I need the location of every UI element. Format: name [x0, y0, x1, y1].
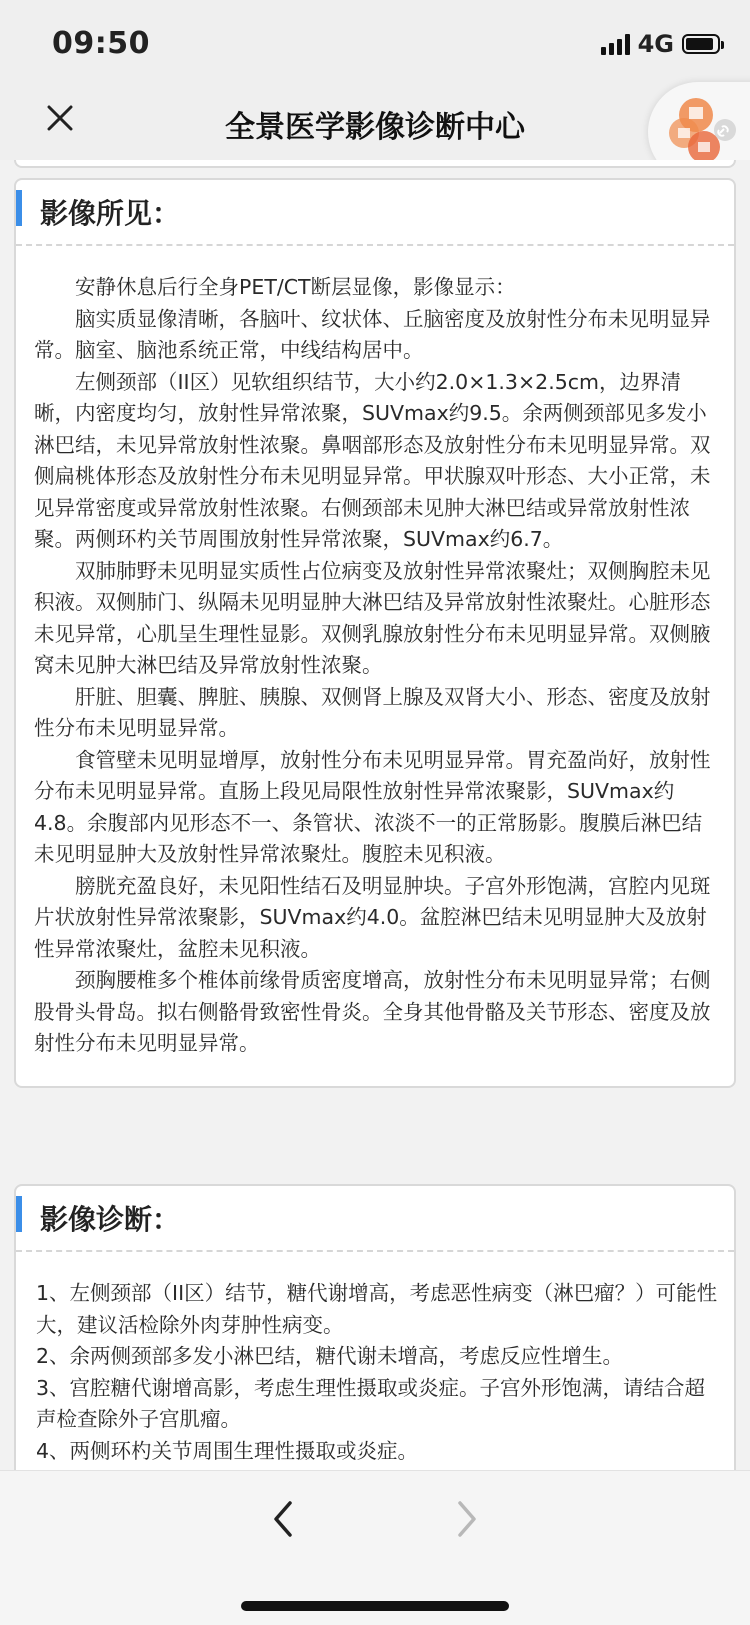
- page-title: 全景医学影像诊断中心: [225, 110, 525, 145]
- report-content[interactable]: [0, 160, 750, 1470]
- findings-paragraph: 食管壁未见明显增厚，放射性分布未见明显异常。胃充盈尚好，放射性分布未见明显异常。直肠上段见局限性放射性异常浓聚影，SUVmax约4.8。余腹部内见形态不一、条管状、浓淡不一的正常肠影。腹膜后淋巴结未见明显肿大及放射性异常浓聚灶。腹腔未见积液。: [34, 747, 711, 866]
- findings-title: 影像所见：: [40, 197, 181, 230]
- findings-paragraph: 脑实质显像清晰，各脑叶、纹状体、丘脑密度及放射性分布未见明显异常。脑室、脑池系统正常，中线结构居中。: [34, 306, 711, 362]
- home-indicator[interactable]: [241, 1601, 509, 1611]
- findings-paragraph: 膀胱充盈良好，未见阳性结石及明显肿块。子宫外形饱满，宫腔内见斑片状放射性异常浓聚影，SUVmax约4.0。盆腔淋巴结未见明显肿大及放射性异常浓聚灶，盆腔未见积液。: [34, 873, 711, 961]
- findings-paragraph: 双肺肺野未见明显实质性占位病变及放射性异常浓聚灶；双侧胸腔未见积液。双侧肺门、纵隔未见明显肿大淋巴结及异常放射性浓聚灶。心脏形态未见异常，心肌呈生理性显影。双侧乳腺放射性分布未见明显异常。双侧腋窝未见肿大淋巴结及异常放射性浓聚。: [34, 558, 711, 677]
- signal-icon: [601, 33, 630, 55]
- back-button[interactable]: [268, 1497, 298, 1541]
- bottom-toolbar: [0, 1470, 750, 1625]
- status-bar: [0, 0, 750, 88]
- findings-heading: [16, 180, 734, 246]
- diagnosis-title: 影像诊断：: [40, 1203, 181, 1236]
- heading-accent-bar: [16, 1196, 22, 1232]
- heading-divider: [16, 1250, 734, 1252]
- diagnosis-item: 1、左侧颈部（II区）结节，糖代谢增高，考虑恶性病变（淋巴瘤？）可能性大，建议活检除外肉芽肿性病变。: [36, 1281, 718, 1337]
- findings-paragraph: 安静休息后行全身PET/CT断层显像，影像显示：: [75, 275, 516, 299]
- battery-icon: [682, 34, 720, 54]
- heading-divider: [16, 244, 734, 246]
- diagnosis-item: 4、两侧环杓关节周围生理性摄取或炎症。: [36, 1438, 419, 1463]
- chevron-right-icon: [452, 1497, 482, 1541]
- status-time: 09:50: [52, 26, 150, 61]
- previous-section-card: [14, 160, 736, 168]
- diagnosis-item: 3、宫腔糖代谢增高影，考虑生理性摄取或炎症。子宫外形饱满，请结合超声检查除外子宫肌瘤。: [36, 1375, 706, 1431]
- diagnosis-body: [16, 1252, 734, 1470]
- findings-paragraph: 肝脏、胆囊、脾脏、胰腺、双侧肾上腺及双肾大小、形态、密度及放射性分布未见明显异常。: [34, 684, 711, 740]
- findings-body: [16, 246, 734, 1086]
- network-type: 4G: [637, 30, 674, 58]
- findings-paragraph: 颈胸腰椎多个椎体前缘骨质密度增高，放射性分布未见明显异常；右侧股骨头骨岛。拟右侧骼骨致密性骨炎。全身其他骨骼及关节形态、密度及放射性分布未见明显异常。: [34, 968, 711, 1055]
- heading-accent-bar: [16, 190, 22, 226]
- battery-level: [686, 38, 713, 50]
- chevron-left-icon: [268, 1497, 298, 1541]
- findings-paragraph: 左侧颈部（II区）见软组织结节，大小约2.0×1.3×2.5cm，边界清晰，内密度均匀，放射性异常浓聚，SUVmax约9.5。余两侧颈部见多发小淋巴结，未见异常放射性浓聚。鼻咽部形态及放射性分布未见明显异常。双侧扁桃体形态及放射性分布未见明显异常。甲状腺双叶形态、大小正常，未见异常密度或异常放射性浓聚。右侧颈部未见肿大淋巴结或异常放射性浓聚。两侧环杓关节周围放射性异常浓聚，SUVmax约6.7。: [34, 369, 711, 551]
- nav-bar: [0, 88, 750, 160]
- findings-card: [14, 178, 736, 1088]
- forward-button[interactable]: [452, 1497, 482, 1541]
- diagnosis-heading: [16, 1186, 734, 1252]
- status-indicators: [601, 30, 720, 58]
- diagnosis-item: 2、余两侧颈部多发小淋巴结，糖代谢未增高，考虑反应性增生。: [36, 1344, 624, 1368]
- diagnosis-card: [14, 1184, 736, 1470]
